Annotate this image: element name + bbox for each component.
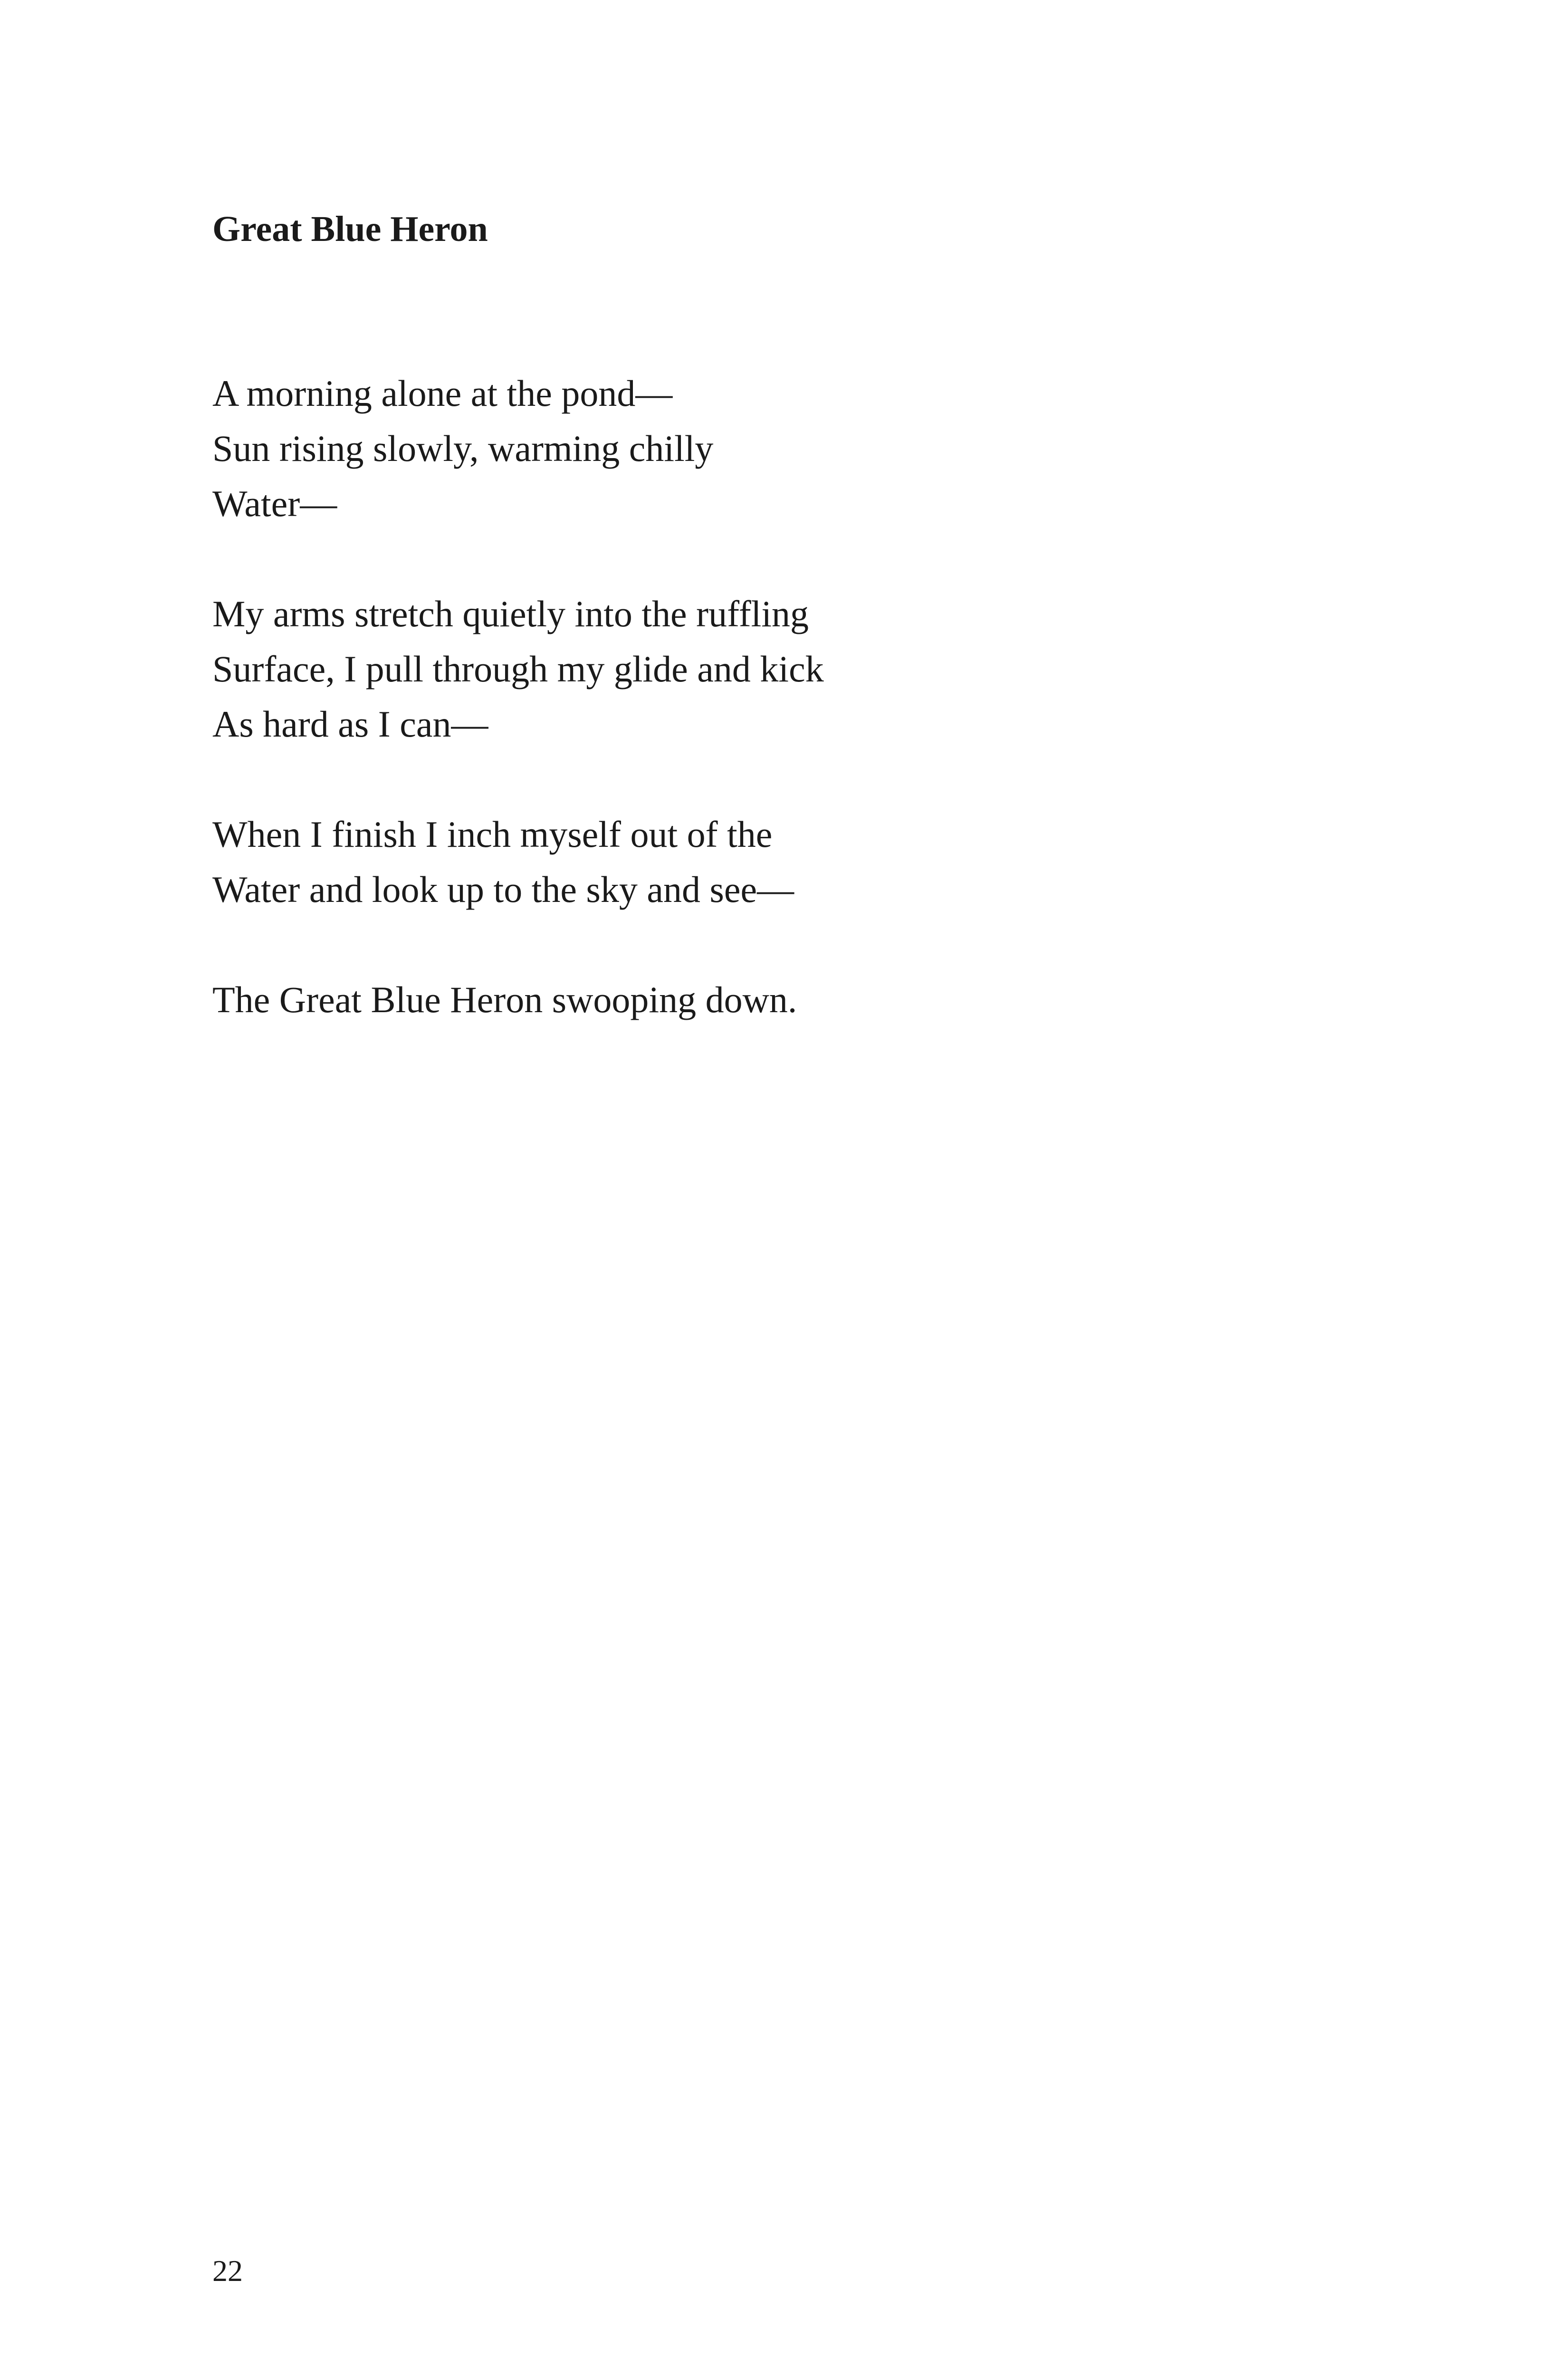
poem-line: Water— (212, 483, 337, 524)
poem-line: A morning alone at the pond— (212, 373, 673, 414)
poem-body (212, 366, 1258, 1083)
poem-line: Surface, I pull through my glide and kick (212, 648, 824, 690)
poem-line: When I finish I inch myself out of the (212, 814, 773, 855)
page-number: 22 (212, 2254, 243, 2288)
poem-line: My arms stretch quietly into the ruffling (212, 593, 809, 634)
poem-line: As hard as I can— (212, 703, 488, 745)
stanza (212, 807, 1258, 917)
stanza (212, 972, 1258, 1027)
stanza (212, 366, 1258, 531)
stanza (212, 586, 1258, 752)
poem-line: Sun rising slowly, warming chilly (212, 428, 714, 469)
poem-line: Water and look up to the sky and see— (212, 869, 794, 910)
poem-title: Great Blue Heron (212, 209, 488, 249)
poem-line: The Great Blue Heron swooping down. (212, 979, 797, 1020)
